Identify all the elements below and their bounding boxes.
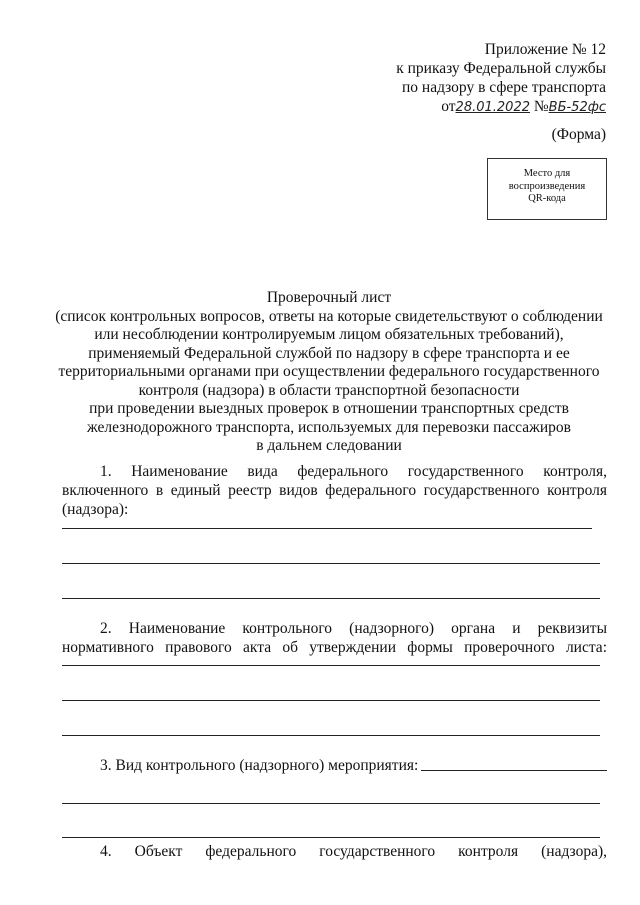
- qr-box-line-2: воспроизведения: [508, 180, 586, 192]
- title-line: в дальнем следовании: [256, 437, 402, 454]
- fill-in-line[interactable]: [62, 665, 600, 666]
- item-2: [62, 619, 607, 657]
- item-1: [62, 462, 607, 519]
- handwritten-number: ВБ-52фс: [548, 100, 606, 115]
- item-1-line-2: включенного в единый реестр видов федерального государственного контроля: [62, 482, 607, 499]
- fill-in-line[interactable]: [62, 803, 600, 804]
- item-2-line-1: 2. Наименование контрольного (надзорного) органа и реквизиты: [100, 620, 607, 637]
- title-heading: Проверочный лист: [266, 289, 392, 306]
- qr-code-placeholder: [487, 158, 607, 220]
- qr-box-line-3: QR-кода: [528, 193, 566, 204]
- appendix-line-1: Приложение № 12: [484, 41, 606, 58]
- item-1-line-1: 1. Наименование вида федерального государственного контроля,: [100, 463, 607, 480]
- title-line: при проведении выездных проверок в отношении транспортных средств: [89, 400, 569, 417]
- title-line: железнодорожного транспорта, используемых для перевозки пассажиров: [87, 418, 571, 436]
- handwritten-date: 28.01.2022: [455, 100, 530, 115]
- appendix-header: [396, 40, 606, 117]
- qr-box-line-1: Место для: [523, 168, 571, 179]
- fill-in-line[interactable]: [62, 563, 600, 564]
- item-4: 4. Объект федерального государственного контроля (надзора),: [100, 843, 607, 860]
- number-prefix: №: [533, 98, 549, 115]
- fill-in-line[interactable]: [62, 837, 600, 838]
- title-line: территориальными органами при осуществлении федерального государственного: [58, 363, 600, 380]
- item-1-line-3: (надзора):: [62, 501, 129, 518]
- fill-in-line[interactable]: [62, 735, 600, 736]
- order-date-line: [396, 97, 606, 117]
- date-prefix: от: [441, 98, 456, 115]
- checklist-title: [44, 289, 614, 456]
- fill-in-line[interactable]: [62, 528, 592, 529]
- appendix-line-3: по надзору в сфере транспорта: [401, 79, 606, 96]
- item-3: 3. Вид контрольного (надзорного) мероприятия:: [100, 757, 419, 774]
- title-line: или несоблюдении контролируемым лицом обязательных требований),: [94, 326, 564, 343]
- title-line: (список контрольных вопросов, ответы на которые свидетельствуют о соблюдении: [55, 307, 603, 325]
- item-2-line-2: нормативного правового акта об утверждении формы проверочного листа:: [62, 639, 607, 656]
- title-line: применяемый Федеральной службой по надзору в сфере транспорта и ее: [88, 344, 570, 362]
- fill-in-line[interactable]: [421, 770, 607, 771]
- form-label: (Форма): [551, 126, 606, 143]
- appendix-line-2: к приказу Федеральной службы: [396, 60, 606, 77]
- title-line: контроля (надзора) в области транспортной безопасности: [138, 381, 520, 399]
- fill-in-line[interactable]: [62, 598, 600, 599]
- fill-in-line[interactable]: [62, 700, 600, 701]
